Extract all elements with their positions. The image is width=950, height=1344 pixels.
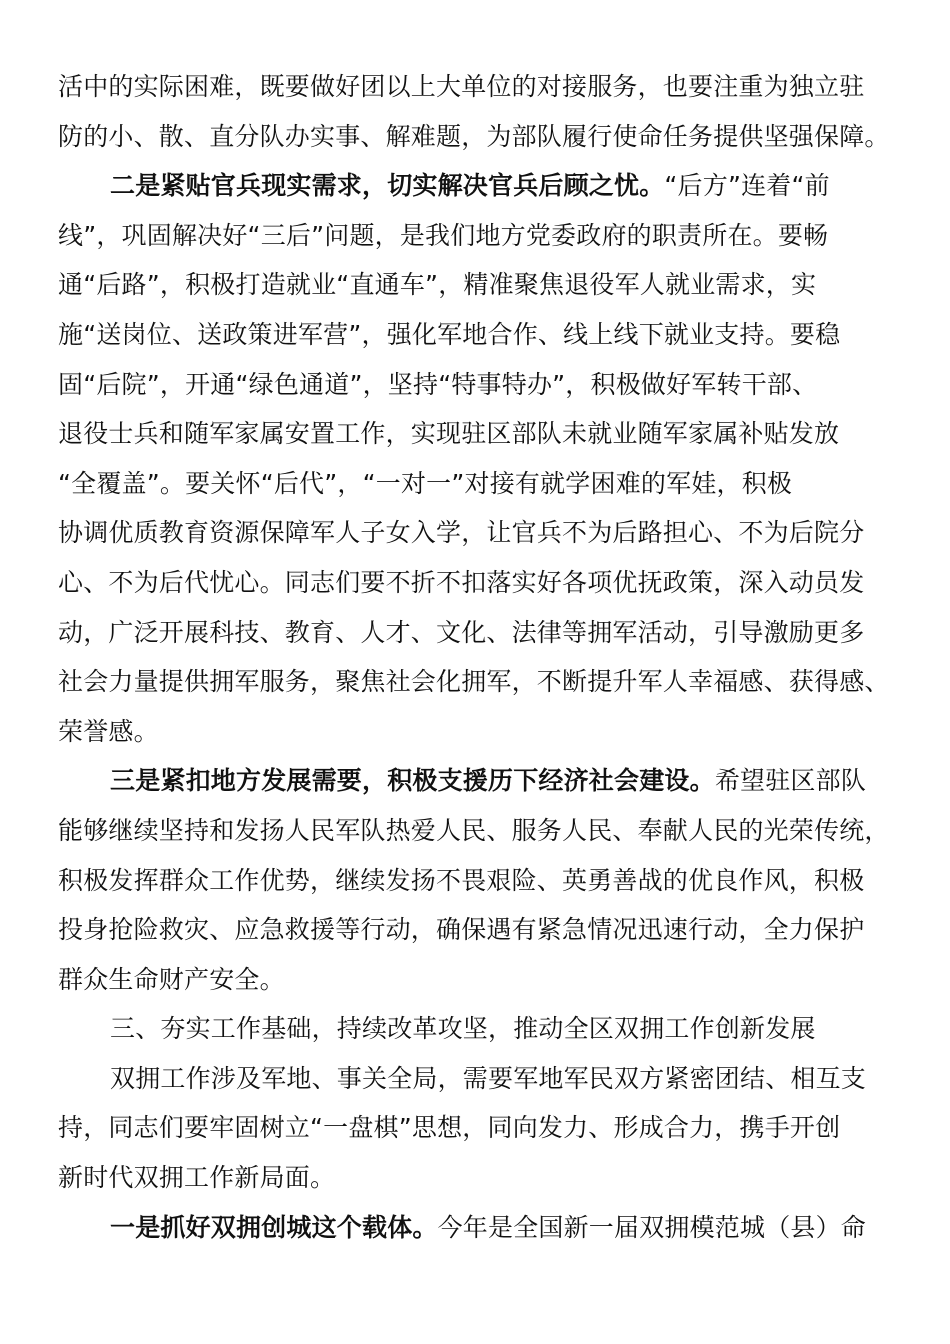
text-line: [58, 360, 898, 410]
line-text: 三、夯实工作基础，持续改革攻坚，推动全区双拥工作创新发展: [110, 1014, 816, 1044]
text-line: [58, 211, 898, 261]
line-text: 通“后路”，积极打造就业“直通车”，精准聚焦退役军人就业需求，实: [58, 270, 817, 300]
line-text: 积极发挥群众工作优势，继续发扬不畏艰险、英勇善战的优良作风，积极: [58, 865, 865, 895]
text-line: [58, 1004, 898, 1054]
text-line: [58, 1103, 898, 1153]
line-text: 双拥工作涉及军地、事关全局，需要军地军民双方紧密团结、相互支: [110, 1063, 867, 1093]
text-line: [58, 558, 898, 608]
line-text: 心、不为后代忧心。同志们要不折不扣落实好各项优抚政策，深入动员发: [58, 567, 865, 597]
line-text: 新时代双拥工作新局面。: [58, 1163, 336, 1193]
text-line: [58, 62, 898, 112]
text-line: [58, 707, 898, 757]
text-line: [58, 657, 898, 707]
document-page: [58, 62, 898, 1252]
line-text: 线”，巩固解决好“三后”问题，是我们地方党委政府的职责所在。要畅: [58, 220, 829, 250]
line-text: 退役士兵和随军家属安置工作，实现驻区部队未就业随军家属补贴发放: [58, 419, 840, 449]
bold-lead-sentence: 三是紧扣地方发展需要，积极支援历下经济社会建设。: [110, 766, 715, 796]
text-line: [58, 856, 898, 906]
text-line: [58, 310, 898, 360]
line-text: 持，同志们要牢固树立“一盘棋”思想，同向发力、形成合力，携手开创: [58, 1113, 841, 1143]
text-line: [58, 756, 898, 806]
text-line: [58, 260, 898, 310]
bold-lead-sentence: 一是抓好双拥创城这个载体。: [110, 1212, 438, 1242]
text-line: [58, 409, 898, 459]
line-text: 群众生命财产安全。: [58, 964, 285, 994]
text-line: [58, 905, 898, 955]
line-text: 能够继续坚持和发扬人民军队热爱人民、服务人民、奉献人民的光荣传统，: [58, 815, 890, 845]
text-line: [58, 459, 898, 509]
line-text: 动，广泛开展科技、教育、人才、文化、法律等拥军活动，引导激励更多: [58, 617, 865, 647]
line-text: 协调优质教育资源保障军人子女入学，让官兵不为后路担心、不为后院分: [58, 518, 865, 548]
line-text: 固“后院”，开通“绿色通道”，坚持“特事特办”，积极做好军转干部、: [58, 369, 818, 399]
line-text: “全覆盖”。要关怀“后代”，“一对一”对接有就学困难的军娃，积极: [58, 468, 793, 498]
line-text: “后方”连着“前: [664, 171, 830, 201]
text-line: [58, 1203, 898, 1253]
text-line: [58, 608, 898, 658]
text-line: [58, 955, 898, 1005]
line-text: 希望驻区部队: [714, 766, 867, 796]
text-line: [58, 1153, 898, 1203]
line-text: 施“送岗位、送政策进军营”，强化军地合作、线上线下就业支持。要稳: [58, 319, 841, 349]
text-line: [58, 1054, 898, 1104]
text-line: [58, 161, 898, 211]
line-text: 荣誉感。: [58, 716, 159, 746]
text-line: [58, 112, 898, 162]
text-line: [58, 508, 898, 558]
line-text: 今年是全国新一届双拥模范城（县）命: [437, 1212, 867, 1242]
line-text: 社会力量提供拥军服务，聚焦社会化拥军，不断提升军人幸福感、获得感、: [58, 667, 890, 697]
bold-lead-sentence: 二是紧贴官兵现实需求，切实解决官兵后顾之忧。: [110, 171, 665, 201]
line-text: 活中的实际困难，既要做好团以上大单位的对接服务，也要注重为独立驻: [58, 72, 865, 101]
line-text: 防的小、散、直分队办实事、解难题，为部队履行使命任务提供坚强保障。: [58, 121, 890, 151]
text-line: [58, 806, 898, 856]
line-text: 投身抢险救灾、应急救援等行动，确保遇有紧急情况迅速行动，全力保护: [58, 915, 865, 945]
